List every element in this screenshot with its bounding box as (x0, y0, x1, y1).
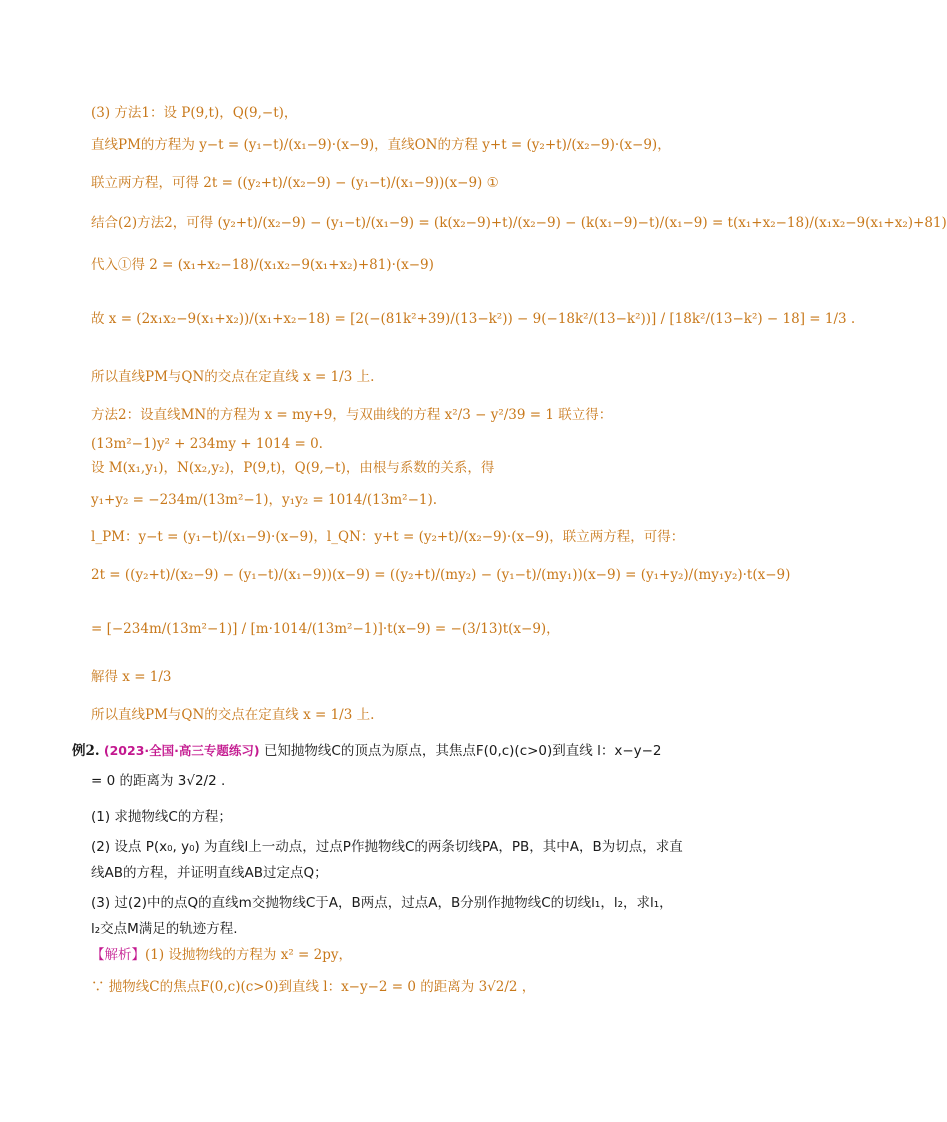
question-3-continued: l₂交点M满足的轨迹方程. (91, 921, 238, 937)
solution-line: 所以直线PM与QN的交点在定直线 x = 1/3 上. (91, 707, 375, 723)
solution-line: 设 M(x₁,y₁)，N(x₂,y₂)，P(9,t)，Q(9,−t)，由根与系数的关系，得 (91, 460, 495, 476)
solution-line: 方法2：设直线MN的方程为 x = my+9，与双曲线的方程 x²/3 − y²/39 = 1 联立得： (91, 407, 613, 423)
example-source: (2023·全国·高三专题练习) (103, 743, 260, 758)
question-3: (3) 过(2)中的点Q的直线m交抛物线C于A，B两点，过点A，B分别作抛物线C的切线l₁，l₂，求l₁， (91, 895, 673, 911)
analysis-line: ∵ 抛物线C的焦点F(0,c)(c>0)到直线 l：x−y−2 = 0 的距离为 3√2/2 ， (91, 979, 536, 995)
solution-line: 所以直线PM与QN的交点在定直线 x = 1/3 上. (91, 369, 375, 385)
solution-line: 2t = ((y₂+t)/(x₂−9) − (y₁−t)/(x₁−9))(x−9) = ((y₂+t)/(my₂) − (y₁−t)/(my₁))(x−9) = (y₁+y₂)/(my₁y₂)·t(x−9) (91, 567, 791, 583)
question-1: (1) 求抛物线C的方程； (91, 809, 232, 825)
solution-line: (13m²−1)y² + 234my + 1014 = 0. (91, 436, 323, 452)
example-label: 例2. (72, 743, 100, 759)
solution-line: = [−234m/(13m²−1)] / [m·1014/(13m²−1)]·t(x−9) = −(3/13)t(x−9)， (91, 621, 560, 637)
solution-line: 解得 x = 1/3 (91, 669, 172, 685)
example-intro: 已知抛物线C的顶点为原点，其焦点F(0,c)(c>0)到直线 l：x−y−2 (263, 743, 662, 759)
solution-line: 故 x = (2x₁x₂−9(x₁+x₂))/(x₁+x₂−18) = [2(−(81k²+39)/(13−k²)) − 9(−18k²/(13−k²))] / [18k²/(13−k²) − 18] = 1/3 . (91, 311, 856, 327)
analysis-tag: 【解析】 (91, 947, 145, 963)
solution-line: (3) 方法1：设 P(9,t)，Q(9,−t)， (91, 105, 298, 121)
example-header (72, 742, 662, 760)
analysis-line (91, 946, 352, 964)
solution-line: 代入①得 2 = (x₁+x₂−18)/(x₁x₂−9(x₁+x₂)+81)·(x−9) (91, 257, 434, 273)
question-2-continued: 线AB的方程，并证明直线AB过定点Q； (91, 865, 328, 881)
question-2: (2) 设点 P(x₀, y₀) 为直线l上一动点，过点P作抛物线C的两条切线PA，PB，其中A，B为切点，求直 (91, 839, 683, 855)
solution-line: y₁+y₂ = −234m/(13m²−1)，y₁y₂ = 1014/(13m²−1). (91, 492, 438, 508)
solution-line: 联立两方程，可得 2t = ((y₂+t)/(x₂−9) − (y₁−t)/(x₁−9))(x−9) ① (91, 175, 499, 191)
solution-line: l_PM：y−t = (y₁−t)/(x₁−9)·(x−9)，l_QN：y+t = (y₂+t)/(x₂−9)·(x−9)，联立两方程，可得： (91, 529, 685, 545)
example-intro-continued: = 0 的距离为 3√2/2 . (91, 773, 226, 789)
analysis-text: (1) 设抛物线的方程为 x² = 2py， (145, 947, 352, 963)
solution-line: 直线PM的方程为 y−t = (y₁−t)/(x₁−9)·(x−9)，直线ON的方程 y+t = (y₂+t)/(x₂−9)·(x−9)， (91, 137, 671, 153)
solution-line: 结合(2)方法2，可得 (y₂+t)/(x₂−9) − (y₁−t)/(x₁−9) = (k(x₂−9)+t)/(x₂−9) − (k(x₁−9)−t)/(x₁−9) = t(x₁+x₂−18)/(x₁x₂−9(x₁+x₂)+81) (91, 215, 947, 231)
